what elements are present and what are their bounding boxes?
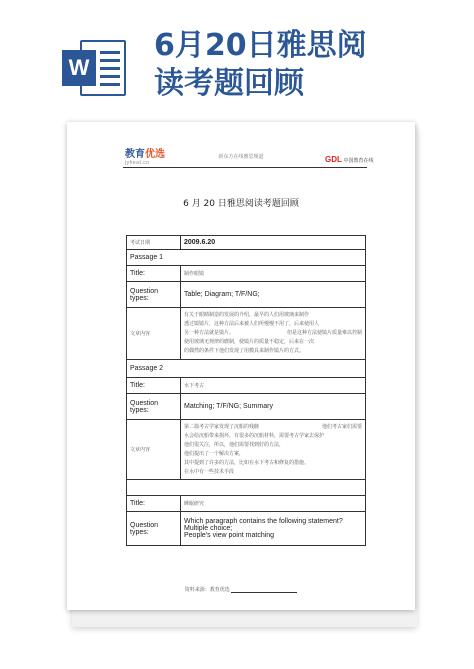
description-line-text: 第二篇考古学家发现了沉船的残骸 [184,423,260,430]
exam-date-value: 2009.6.20 [181,236,366,250]
description-line: 水会给沉船带来损坏，有很多的沉船材料，需要考古学家去保护 [184,432,325,439]
document-page [67,122,415,610]
partner-logo-text: 中国教育在线 [343,158,374,164]
passage-1-title-value: 制作眼镜 [181,266,366,282]
table-row [127,420,366,480]
table-row [127,266,366,282]
page-title-line-1: 6月20日雅思阅 [154,28,367,63]
passage-2-question-types-label: Question types: [127,394,181,420]
document-header-text: 新东方在线雅思频道 [218,154,264,160]
table-row [127,496,366,512]
description-line-right: 他们考古家们需要 [321,423,362,430]
description-line: 他们提出了一个解决方案， [184,450,245,457]
page-title-line-2: 读考题回顾 [154,66,304,101]
description-line: 使用玻璃无规律的磨制，使镜片的质量不稳定，后来在一次 [184,339,315,345]
passage-2-question-types-value: Matching; T/F/NG; Summary [181,394,366,420]
passage-3-header-empty [127,480,366,496]
description-line-text: 另一种方法就是镜片。 [184,330,235,336]
question-type-line: People's view point matching [184,532,275,539]
passage-3-title-value: 睡眠研究 [181,496,366,512]
passage-1-description [181,308,366,360]
passage-1-question-types-value: Table; Diagram; T/F/NG; [181,282,366,308]
document-footer [67,586,415,593]
logo-text-part-1: 教育 [125,149,145,160]
passage-1-header: Passage 1 [127,250,366,266]
exam-date-label: 考试日期 [127,236,181,250]
question-type-line: Multiple choice; [184,525,233,532]
header-divider [123,167,367,168]
description-line [184,423,362,432]
passage-2-description [181,420,366,480]
table-row [127,308,366,360]
passage-3-question-types-label: Question types: [127,512,181,546]
description-line: 在水中有一些技术手段 [184,468,235,475]
partner-logo [325,155,374,164]
passage-1-description-label: 文章内容 [127,308,181,360]
passage-2-title-label: Title: [127,378,181,394]
logo-text-part-2: 优选 [145,149,165,160]
description-line: 透过镜镜片，这种方法后来被人们所慢慢不用了，后来使用人 [184,321,320,327]
passage-1-title-label: Title: [127,266,181,282]
word-document-icon [62,37,128,99]
word-badge: W [62,50,96,86]
table-row [127,236,366,250]
description-line: 他们很关注，所以，他们需要找到好的方法， [184,441,285,448]
description-line-right: 但是这种方法使镜片质量难以控制 [286,330,362,336]
table-row [127,480,366,496]
page-title [154,27,454,103]
passage-3-question-types-value [181,512,366,546]
table-row [127,250,366,266]
description-line: 其中提到了许多的方法，比如在水下考古和修复的措施。 [184,459,310,466]
exam-review-table [126,235,366,546]
description-line [184,329,362,338]
description-line: 有关于眼睛制造的发展的介绍，最早的人们用玻璃来制作 [184,312,310,318]
passage-2-header: Passage 2 [127,360,366,378]
document-title: 6 月 20 日雅思阅读考题回顾 [183,199,299,209]
passage-2-description-label: 文章内容 [127,420,181,480]
description-line: 的偶然的条件下他们发现了用模具来制作镜片的方式。 [184,348,305,354]
table-row [127,512,366,546]
table-row [127,378,366,394]
table-row [127,360,366,378]
table-row [127,394,366,420]
passage-1-question-types-label: Question types: [127,282,181,308]
table-row [127,282,366,308]
partner-logo-mark: GDL [325,155,342,164]
footer-source: 资料来源：教育优选 [184,587,230,593]
question-type-line: Which paragraph contains the following statement? [184,518,343,525]
logo-subtext: jyheat.cn [125,160,150,166]
passage-2-title-value: 水下考古 [181,378,366,394]
passage-3-title-label: Title: [127,496,181,512]
footer-underline [231,588,297,593]
